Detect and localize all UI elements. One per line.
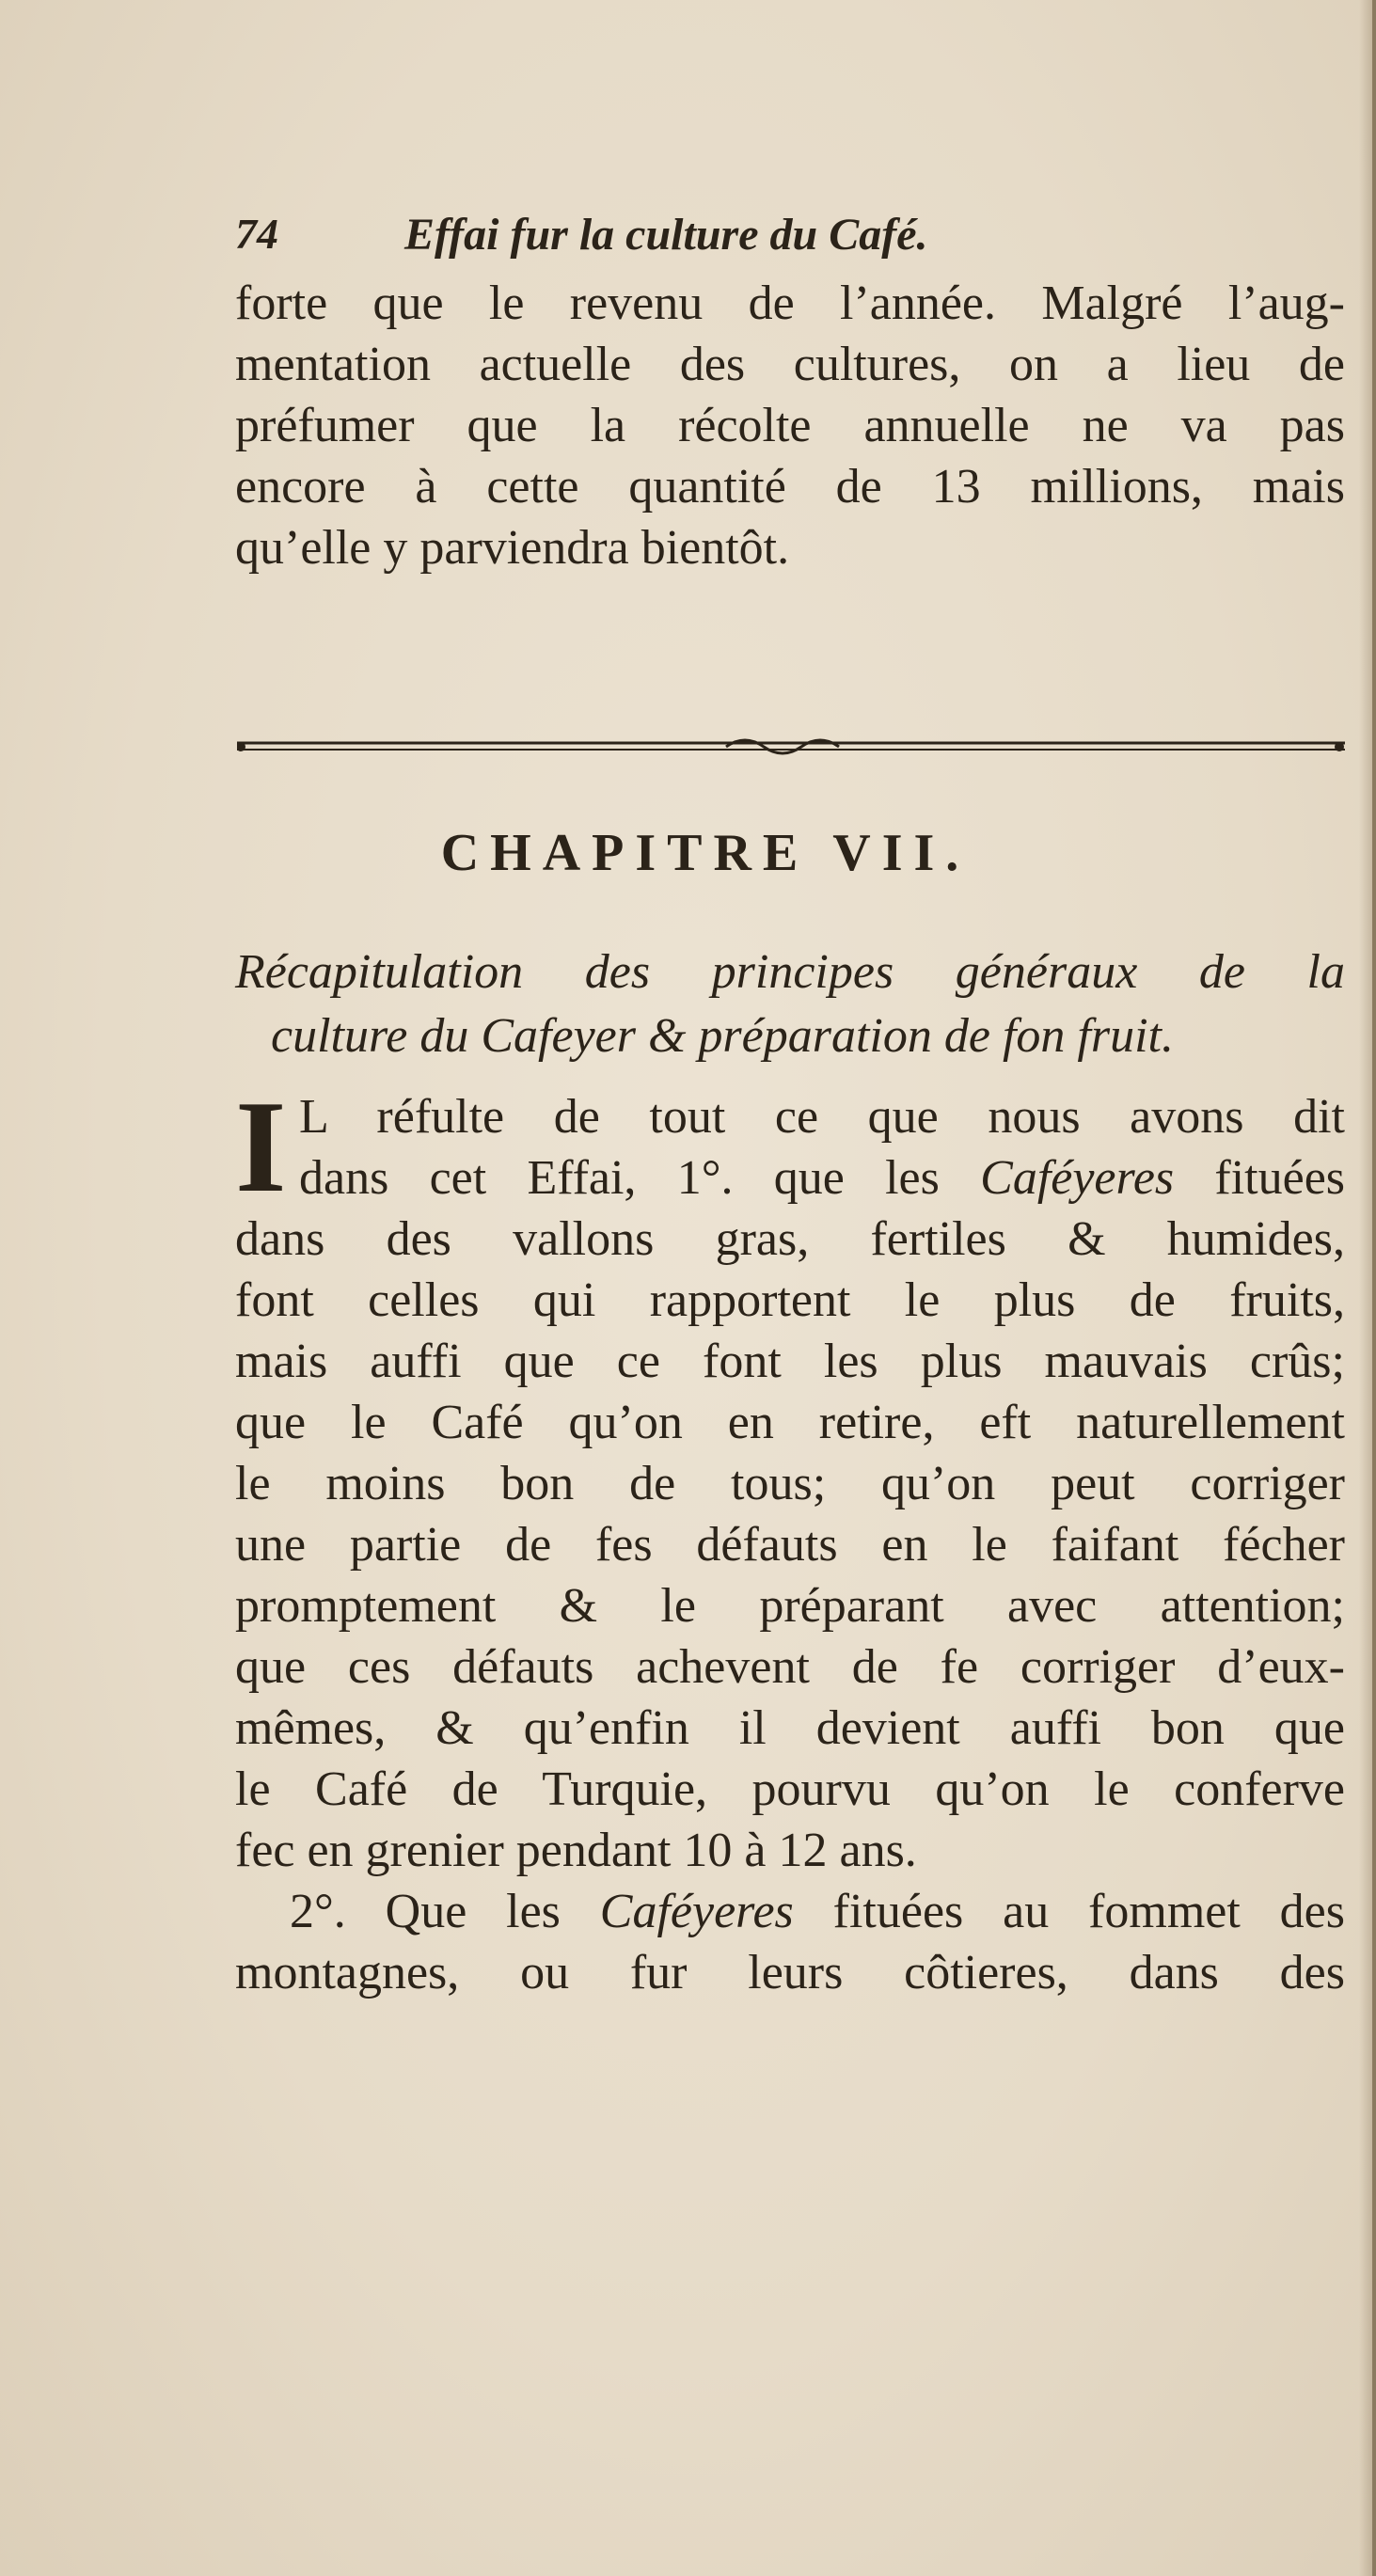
- text-line: [235, 1147, 1345, 1209]
- text-line: encore à cette quantité de 13 millions, mais: [235, 460, 1345, 514]
- chapter-subtitle: [235, 940, 1345, 1068]
- subtitle-line: culture du Cafeyer & préparation de fon fruit.: [271, 1009, 1174, 1063]
- page-number: 74: [235, 210, 278, 258]
- ornamental-rule: [237, 735, 1345, 760]
- text-line: mais auffi que ce font les plus mauvais crûs;: [235, 1335, 1345, 1388]
- text-line: montagnes, ou fur leurs côtieres, dans des: [235, 1946, 1345, 1999]
- text-span: dans cet Effai, 1°. que les: [299, 1151, 981, 1205]
- text-span: fituées: [1174, 1151, 1346, 1205]
- text-line: mêmes, & qu’enfin il devient auffi bon que: [235, 1701, 1345, 1755]
- text-line: mentation actuelle des cultures, on a lieu de: [235, 338, 1345, 391]
- paragraph-1: [235, 273, 1345, 578]
- chapter-heading: CHAPITRE VII.: [440, 824, 971, 882]
- text-span: fituées au fommet des: [793, 1885, 1345, 1938]
- text-line: que ces défauts achevent de fe corriger d’eux-: [235, 1640, 1345, 1694]
- text-span: 2°. Que les: [290, 1885, 600, 1938]
- text-line: que le Café qu’on en retire, eft naturellement: [235, 1396, 1345, 1449]
- text-line: L réfulte de tout ce que nous avons dit: [299, 1090, 1345, 1144]
- running-title: Effai fur la culture du Café.: [404, 210, 928, 260]
- text-line: qu’elle y parviendra bientôt.: [235, 521, 790, 575]
- text-line: promptement & le préparant avec attention;: [235, 1579, 1345, 1633]
- text-line: le moins bon de tous; qu’on peut corriger: [235, 1457, 1345, 1510]
- running-header: [235, 209, 1176, 275]
- text-line: fec en grenier pendant 10 à 12 ans.: [235, 1824, 917, 1877]
- text-line: préfumer que la récolte annuelle ne va pas: [235, 399, 1345, 452]
- text-line: [235, 1881, 1345, 1942]
- italic-term: Caféyeres: [599, 1885, 794, 1938]
- text-line: dans des vallons gras, fertiles & humides,: [235, 1212, 1345, 1266]
- page-edge: [1372, 0, 1376, 2576]
- paragraph-2: [235, 1074, 1346, 2003]
- italic-term: Caféyeres: [980, 1151, 1175, 1205]
- text-line: forte que le revenu de l’année. Malgré l’aug-: [235, 277, 1345, 330]
- text-line: font celles qui rapportent le plus de fruits,: [235, 1273, 1345, 1327]
- text-line: une partie de fes défauts en le faifant fécher: [235, 1518, 1345, 1572]
- subtitle-line: Récapitulation des principes généraux de la: [235, 945, 1345, 999]
- drop-cap: I: [235, 1074, 287, 1220]
- text-line: le Café de Turquie, pourvu qu’on le conferve: [235, 1762, 1345, 1816]
